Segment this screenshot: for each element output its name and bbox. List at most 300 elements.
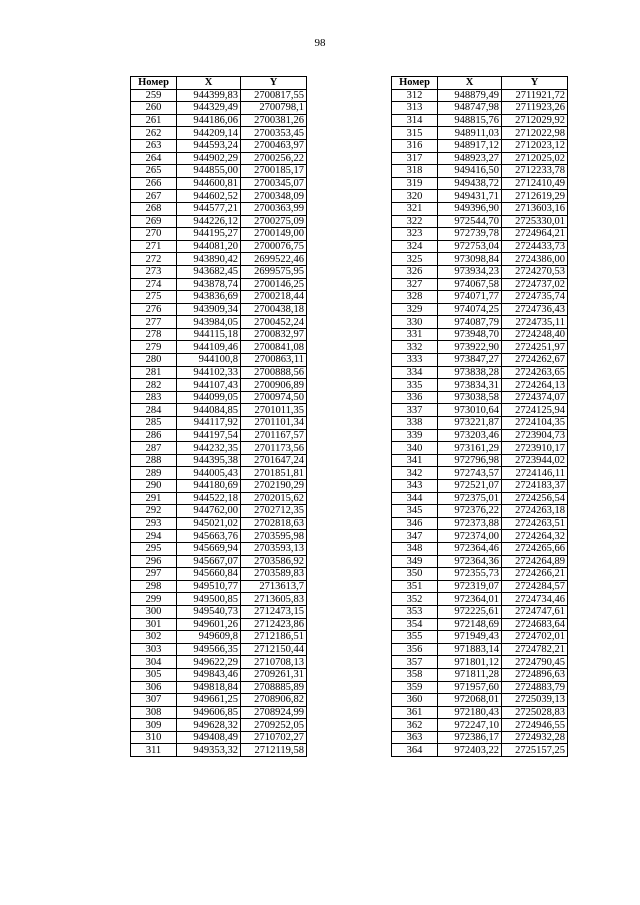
cell-y: 2701167,57 (241, 429, 307, 442)
cell-y: 2724263,18 (502, 505, 568, 518)
cell-y: 2708906,82 (241, 694, 307, 707)
cell-number: 322 (392, 215, 438, 228)
cell-x: 972403,22 (438, 744, 502, 757)
cell-y: 2709252,05 (241, 719, 307, 732)
table-row (131, 139, 307, 152)
cell-number: 269 (131, 215, 177, 228)
table-row (392, 354, 568, 367)
cell-x: 944117,92 (177, 417, 241, 430)
table-row (392, 605, 568, 618)
cell-x: 972544,70 (438, 215, 502, 228)
cell-y: 2712022,98 (502, 127, 568, 140)
cell-y: 2700841,08 (241, 341, 307, 354)
coordinates-table-right (391, 76, 568, 757)
table-row (392, 228, 568, 241)
cell-x: 973934,23 (438, 265, 502, 278)
cell-y: 2724883,79 (502, 681, 568, 694)
cell-number: 343 (392, 480, 438, 493)
cell-y: 2724433,73 (502, 240, 568, 253)
cell-x: 949622,29 (177, 656, 241, 669)
cell-y: 2724262,67 (502, 354, 568, 367)
cell-number: 319 (392, 177, 438, 190)
table-row (131, 303, 307, 316)
table-row (392, 517, 568, 530)
table-row (392, 744, 568, 757)
cell-x: 944855,00 (177, 165, 241, 178)
cell-y: 2701851,81 (241, 467, 307, 480)
table-row (131, 467, 307, 480)
cell-number: 320 (392, 190, 438, 203)
cell-x: 944226,12 (177, 215, 241, 228)
cell-x: 973203,46 (438, 429, 502, 442)
cell-x: 949609,8 (177, 631, 241, 644)
table-row (392, 291, 568, 304)
cell-y: 2713605,83 (241, 593, 307, 606)
cell-y: 2724256,54 (502, 492, 568, 505)
table-row (392, 152, 568, 165)
cell-y: 2703586,92 (241, 555, 307, 568)
cell-x: 972376,22 (438, 505, 502, 518)
table-header-row (131, 77, 307, 90)
table-row (392, 253, 568, 266)
cell-x: 945669,94 (177, 542, 241, 555)
cell-y: 2700452,24 (241, 316, 307, 329)
table-row (392, 379, 568, 392)
cell-x: 945667,07 (177, 555, 241, 568)
cell-number: 361 (392, 706, 438, 719)
cell-number: 355 (392, 631, 438, 644)
cell-number: 263 (131, 139, 177, 152)
table-row (131, 694, 307, 707)
cell-number: 364 (392, 744, 438, 757)
table-row (131, 681, 307, 694)
cell-number: 338 (392, 417, 438, 430)
cell-number: 272 (131, 253, 177, 266)
cell-number: 295 (131, 542, 177, 555)
table-row (131, 580, 307, 593)
table-row (131, 631, 307, 644)
table-row (392, 366, 568, 379)
cell-y: 2724263,51 (502, 517, 568, 530)
table-row (392, 102, 568, 115)
table-row (392, 681, 568, 694)
cell-x: 948911,03 (438, 127, 502, 140)
table-row (392, 631, 568, 644)
cell-number: 311 (131, 744, 177, 757)
cell-x: 944195,27 (177, 228, 241, 241)
cell-number: 289 (131, 467, 177, 480)
cell-x: 949396,90 (438, 202, 502, 215)
cell-number: 294 (131, 530, 177, 543)
table-row (392, 580, 568, 593)
cell-y: 2724702,01 (502, 631, 568, 644)
cell-y: 2723944,02 (502, 454, 568, 467)
cell-x: 972753,04 (438, 240, 502, 253)
cell-number: 300 (131, 605, 177, 618)
cell-y: 2712029,92 (502, 114, 568, 127)
cell-number: 292 (131, 505, 177, 518)
table-row (131, 744, 307, 757)
cell-y: 2700817,55 (241, 89, 307, 102)
table-row (392, 492, 568, 505)
cell-x: 974087,79 (438, 316, 502, 329)
cell-x: 948747,98 (438, 102, 502, 115)
cell-number: 307 (131, 694, 177, 707)
table-row (131, 731, 307, 744)
table-row (131, 265, 307, 278)
cell-x: 943909,34 (177, 303, 241, 316)
cell-number: 339 (392, 429, 438, 442)
cell-y: 2709261,31 (241, 668, 307, 681)
cell-number: 328 (392, 291, 438, 304)
cell-number: 275 (131, 291, 177, 304)
cell-x: 972180,43 (438, 706, 502, 719)
table-row (392, 127, 568, 140)
cell-x: 944329,49 (177, 102, 241, 115)
cell-number: 293 (131, 517, 177, 530)
table-row (131, 668, 307, 681)
cell-y: 2708924,99 (241, 706, 307, 719)
cell-y: 2725039,13 (502, 694, 568, 707)
cell-x: 949818,84 (177, 681, 241, 694)
cell-number: 296 (131, 555, 177, 568)
cell-y: 2724896,63 (502, 668, 568, 681)
cell-y: 2703589,83 (241, 568, 307, 581)
cell-number: 344 (392, 492, 438, 505)
cell-number: 273 (131, 265, 177, 278)
header-number: Номер (392, 77, 438, 90)
table-row (131, 605, 307, 618)
cell-number: 279 (131, 341, 177, 354)
cell-y: 2724248,40 (502, 328, 568, 341)
cell-y: 2699522,46 (241, 253, 307, 266)
table-row (131, 542, 307, 555)
table-row (392, 668, 568, 681)
cell-y: 2724264,32 (502, 530, 568, 543)
cell-x: 944577,21 (177, 202, 241, 215)
table-row (131, 480, 307, 493)
cell-y: 2724736,43 (502, 303, 568, 316)
cell-x: 972148,69 (438, 618, 502, 631)
cell-x: 972373,88 (438, 517, 502, 530)
cell-y: 2712423,86 (241, 618, 307, 631)
cell-number: 360 (392, 694, 438, 707)
cell-y: 2724782,21 (502, 643, 568, 656)
cell-x: 944099,05 (177, 391, 241, 404)
cell-y: 2724735,11 (502, 316, 568, 329)
cell-number: 265 (131, 165, 177, 178)
header-y: Y (502, 77, 568, 90)
table-row (392, 278, 568, 291)
cell-number: 261 (131, 114, 177, 127)
cell-x: 949601,26 (177, 618, 241, 631)
table-row (392, 177, 568, 190)
cell-y: 2723910,17 (502, 442, 568, 455)
cell-number: 308 (131, 706, 177, 719)
cell-number: 276 (131, 303, 177, 316)
cell-x: 944115,18 (177, 328, 241, 341)
cell-y: 2712233,78 (502, 165, 568, 178)
table-row (131, 618, 307, 631)
cell-number: 324 (392, 240, 438, 253)
cell-y: 2712619,29 (502, 190, 568, 203)
cell-x: 944180,69 (177, 480, 241, 493)
cell-x: 949566,35 (177, 643, 241, 656)
cell-number: 298 (131, 580, 177, 593)
cell-x: 974071,77 (438, 291, 502, 304)
cell-y: 2702818,63 (241, 517, 307, 530)
cell-x: 972521,07 (438, 480, 502, 493)
cell-x: 944102,33 (177, 366, 241, 379)
header-number: Номер (131, 77, 177, 90)
cell-number: 318 (392, 165, 438, 178)
table-row (131, 643, 307, 656)
cell-number: 305 (131, 668, 177, 681)
cell-x: 973948,70 (438, 328, 502, 341)
cell-y: 2712025,02 (502, 152, 568, 165)
table-row (131, 555, 307, 568)
cell-x: 944522,18 (177, 492, 241, 505)
cell-number: 336 (392, 391, 438, 404)
table-row (392, 202, 568, 215)
page-number: 98 (314, 37, 326, 49)
cell-x: 948879,49 (438, 89, 502, 102)
cell-x: 944209,14 (177, 127, 241, 140)
cell-y: 2702712,35 (241, 505, 307, 518)
cell-y: 2703593,13 (241, 542, 307, 555)
table-row (392, 265, 568, 278)
table-row (392, 505, 568, 518)
cell-x: 972739,78 (438, 228, 502, 241)
cell-y: 2699575,95 (241, 265, 307, 278)
table-row (131, 291, 307, 304)
cell-number: 280 (131, 354, 177, 367)
cell-x: 973922,90 (438, 341, 502, 354)
cell-x: 948923,27 (438, 152, 502, 165)
table-row (392, 555, 568, 568)
table-row (131, 253, 307, 266)
cell-y: 2700463,97 (241, 139, 307, 152)
table-row (392, 442, 568, 455)
cell-y: 2700146,25 (241, 278, 307, 291)
table-row (392, 694, 568, 707)
cell-x: 949540,73 (177, 605, 241, 618)
cell-number: 266 (131, 177, 177, 190)
cell-y: 2725028,83 (502, 706, 568, 719)
cell-x: 973038,58 (438, 391, 502, 404)
table-row (392, 316, 568, 329)
cell-y: 2712119,58 (241, 744, 307, 757)
cell-y: 2725330,01 (502, 215, 568, 228)
table-row (131, 366, 307, 379)
cell-y: 2700149,00 (241, 228, 307, 241)
cell-x: 945021,02 (177, 517, 241, 530)
cell-x: 971801,12 (438, 656, 502, 669)
header-x: X (177, 77, 241, 90)
cell-x: 944593,24 (177, 139, 241, 152)
cell-x: 949438,72 (438, 177, 502, 190)
cell-number: 331 (392, 328, 438, 341)
cell-x: 973010,64 (438, 404, 502, 417)
cell-x: 944109,46 (177, 341, 241, 354)
table-row (392, 480, 568, 493)
cell-y: 2724265,66 (502, 542, 568, 555)
cell-x: 973847,27 (438, 354, 502, 367)
cell-number: 304 (131, 656, 177, 669)
table-row (131, 517, 307, 530)
cell-x: 972355,73 (438, 568, 502, 581)
table-row (392, 240, 568, 253)
table-row (392, 568, 568, 581)
cell-y: 2700348,09 (241, 190, 307, 203)
cell-y: 2724104,35 (502, 417, 568, 430)
cell-y: 2724264,13 (502, 379, 568, 392)
cell-y: 2724964,21 (502, 228, 568, 241)
cell-x: 944084,85 (177, 404, 241, 417)
table-row (131, 354, 307, 367)
cell-number: 358 (392, 668, 438, 681)
cell-number: 291 (131, 492, 177, 505)
cell-number: 302 (131, 631, 177, 644)
table-row (131, 505, 307, 518)
cell-y: 2712150,44 (241, 643, 307, 656)
cell-x: 974074,25 (438, 303, 502, 316)
table-row (392, 719, 568, 732)
table-row (131, 89, 307, 102)
cell-x: 944005,43 (177, 467, 241, 480)
table-row (392, 542, 568, 555)
cell-number: 323 (392, 228, 438, 241)
table-row (131, 568, 307, 581)
cell-x: 972247,10 (438, 719, 502, 732)
table-row (392, 391, 568, 404)
table-row (131, 341, 307, 354)
table-row (131, 228, 307, 241)
table-row (131, 177, 307, 190)
cell-number: 340 (392, 442, 438, 455)
cell-x: 972796,98 (438, 454, 502, 467)
cell-number: 274 (131, 278, 177, 291)
table-row (392, 454, 568, 467)
cell-number: 350 (392, 568, 438, 581)
table-row (131, 656, 307, 669)
cell-y: 2724125,94 (502, 404, 568, 417)
cell-number: 347 (392, 530, 438, 543)
cell-y: 2700076,75 (241, 240, 307, 253)
cell-y: 2708885,89 (241, 681, 307, 694)
cell-y: 2701173,56 (241, 442, 307, 455)
cell-y: 2724747,61 (502, 605, 568, 618)
cell-number: 329 (392, 303, 438, 316)
cell-x: 944186,06 (177, 114, 241, 127)
cell-y: 2701647,24 (241, 454, 307, 467)
cell-y: 2724270,53 (502, 265, 568, 278)
cell-x: 971957,60 (438, 681, 502, 694)
cell-y: 2724790,45 (502, 656, 568, 669)
cell-x: 972225,61 (438, 605, 502, 618)
cell-number: 362 (392, 719, 438, 732)
cell-x: 944100,8 (177, 354, 241, 367)
cell-number: 363 (392, 731, 438, 744)
cell-number: 286 (131, 429, 177, 442)
table-row (131, 404, 307, 417)
cell-number: 297 (131, 568, 177, 581)
table-row (392, 139, 568, 152)
table-row (131, 328, 307, 341)
cell-number: 333 (392, 354, 438, 367)
table-row (392, 165, 568, 178)
cell-number: 321 (392, 202, 438, 215)
cell-y: 2700353,45 (241, 127, 307, 140)
cell-y: 2700275,09 (241, 215, 307, 228)
cell-y: 2700438,18 (241, 303, 307, 316)
cell-y: 2723904,73 (502, 429, 568, 442)
cell-x: 973098,84 (438, 253, 502, 266)
cell-y: 2724734,46 (502, 593, 568, 606)
cell-x: 944399,83 (177, 89, 241, 102)
table-row (131, 442, 307, 455)
cell-number: 262 (131, 127, 177, 140)
cell-number: 287 (131, 442, 177, 455)
cell-y: 2724146,11 (502, 467, 568, 480)
cell-number: 335 (392, 379, 438, 392)
cell-x: 949431,71 (438, 190, 502, 203)
table-row (131, 102, 307, 115)
cell-number: 337 (392, 404, 438, 417)
cell-x: 972068,01 (438, 694, 502, 707)
cell-y: 2702015,62 (241, 492, 307, 505)
cell-y: 2700363,99 (241, 202, 307, 215)
cell-y: 2700863,11 (241, 354, 307, 367)
cell-x: 944600,81 (177, 177, 241, 190)
cell-x: 973838,28 (438, 366, 502, 379)
table-row (392, 417, 568, 430)
cell-y: 2700974,50 (241, 391, 307, 404)
cell-number: 312 (392, 89, 438, 102)
cell-y: 2724263,65 (502, 366, 568, 379)
cell-x: 972375,01 (438, 492, 502, 505)
cell-y: 2703595,98 (241, 530, 307, 543)
table-row (131, 593, 307, 606)
cell-number: 354 (392, 618, 438, 631)
cell-x: 973221,87 (438, 417, 502, 430)
table-row (131, 417, 307, 430)
table-row (392, 618, 568, 631)
cell-number: 270 (131, 228, 177, 241)
cell-x: 949510,77 (177, 580, 241, 593)
table-row (131, 278, 307, 291)
cell-x: 973161,29 (438, 442, 502, 455)
cell-y: 2713603,16 (502, 202, 568, 215)
table-row (131, 240, 307, 253)
cell-number: 303 (131, 643, 177, 656)
cell-x: 943984,05 (177, 316, 241, 329)
cell-x: 945660,84 (177, 568, 241, 581)
cell-number: 326 (392, 265, 438, 278)
cell-y: 2725157,25 (502, 744, 568, 757)
table-row (131, 454, 307, 467)
cell-y: 2724266,21 (502, 568, 568, 581)
table-row (392, 114, 568, 127)
cell-number: 342 (392, 467, 438, 480)
cell-number: 325 (392, 253, 438, 266)
table-row (392, 643, 568, 656)
table-row (131, 530, 307, 543)
table-row (131, 379, 307, 392)
cell-x: 944107,43 (177, 379, 241, 392)
cell-number: 348 (392, 542, 438, 555)
cell-number: 334 (392, 366, 438, 379)
